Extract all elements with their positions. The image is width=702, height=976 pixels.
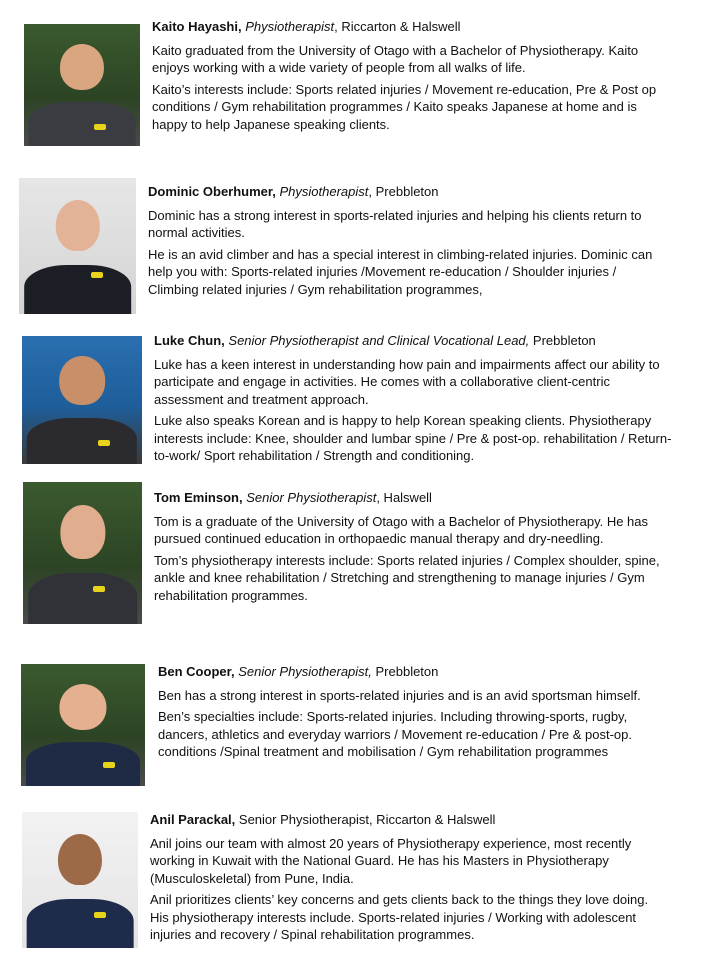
staff-interests: Tom’s physiotherapy interests include: Sports related injuries / Complex shoulder, spine, ankle and knee rehabilitation / Stretching and strengthening to manage injuries / Gym rehabilitation programmes.: [154, 552, 660, 603]
photo-head: [55, 200, 99, 252]
staff-role: Senior Physiotherapist: [246, 490, 377, 505]
staff-photo-anil: [22, 812, 138, 948]
staff-role: Senior Physiotherapist,: [238, 664, 372, 679]
photo-shirt: [27, 418, 137, 464]
staff-bio: Ben has a strong interest in sports-related injuries and is an avid sportsman himself.: [158, 687, 641, 703]
staff-heading: [154, 489, 674, 507]
staff-photo-tom: [23, 482, 142, 624]
staff-heading: [152, 18, 662, 36]
staff-location: Riccarton & Halswell: [337, 19, 461, 34]
staff-bio: Dominic has a strong interest in sports-related injuries and helping his clients return to normal activities.: [148, 207, 642, 240]
photo-head: [58, 834, 102, 886]
photo-shirt: [26, 742, 140, 786]
staff-bio: Tom is a graduate of the University of Otago with a Bachelor of Physiotherapy. He has pursued continued education in orthopaedic manual therapy and dry-needling.: [154, 513, 649, 546]
staff-text-luke: [154, 332, 674, 469]
staff-role: Physiotherapist: [245, 19, 335, 34]
staff-text-kaito: [152, 18, 662, 137]
staff-bio: Kaito graduated from the University of Otago with a Bachelor of Physiotherapy. Kaito enjoys working with a wide variety of people from all walks of life.: [152, 42, 639, 75]
shirt-logo-icon: [94, 912, 106, 918]
staff-heading: [148, 183, 668, 201]
staff-bio: Anil joins our team with almost 20 years of Physiotherapy experience, most recently working in Kuwait with the National Guard. He has his Masters in Physiotherapy (Musculoskeletal) from Pune, India.: [150, 835, 632, 886]
photo-head: [59, 684, 106, 730]
photo-shirt: [29, 102, 136, 146]
staff-role: Senior Physiotherapist and Clinical Vocational Lead,: [228, 333, 530, 348]
staff-name: Tom Eminson,: [154, 490, 243, 505]
staff-photo-ben: [21, 664, 145, 786]
photo-head: [59, 356, 105, 405]
staff-location: Prebbleton: [372, 184, 439, 199]
staff-heading: [158, 663, 673, 681]
staff-name: Anil Parackal,: [150, 812, 236, 827]
staff-role: Physiotherapist: [279, 184, 369, 199]
staff-text-tom: [154, 489, 674, 608]
staff-bio: Luke has a keen interest in understanding how pain and impairments affect our ability to participate and engage in activities. He comes with a collaborative client-centric assessment and treatment approach.: [154, 356, 660, 407]
staff-interests: Luke also speaks Korean and is happy to help Korean speaking clients. Physiotherapy interests include: Knee, shoulder and lumbar spine / Pre & post-op. rehabilitation / Return-to-work/ Sport rehabilitation / Strength and conditioning.: [154, 413, 672, 463]
shirt-logo-icon: [91, 272, 103, 278]
staff-sep: ,: [376, 490, 380, 505]
staff-interests: He is an avid climber and has a special interest in climbing-related injuries. Dominic can help you with: Sports-related injuries /Movement re-education / Shoulder injuries / Climbing related injuries / Gym rehabilitation programmes,: [148, 246, 653, 297]
staff-text-ben: [158, 663, 673, 765]
photo-head: [60, 44, 104, 90]
staff-location: Prebbleton: [529, 333, 596, 348]
shirt-logo-icon: [93, 586, 105, 592]
photo-shirt: [24, 265, 132, 314]
staff-name: Ben Cooper,: [158, 664, 235, 679]
staff-text-dominic: [148, 183, 668, 302]
shirt-logo-icon: [94, 124, 106, 130]
photo-head: [60, 505, 105, 559]
photo-shirt: [28, 573, 137, 624]
shirt-logo-icon: [98, 440, 110, 446]
staff-interests: Ben’s specialties include: Sports-related injuries. Including throwing-sports, rugby, dancers, athletics and everyday warriors / Movement re-education / Pre & post-op. conditions /Spinal treatment and mobilisation / Gym rehabilitation programmes: [158, 709, 632, 759]
staff-location: Senior Physiotherapist, Riccarton & Halswell: [235, 812, 496, 827]
staff-location: Prebbleton: [371, 664, 439, 679]
staff-sep: ,: [334, 19, 338, 34]
staff-name: Kaito Hayashi,: [152, 19, 242, 34]
staff-text-anil: [150, 811, 670, 948]
shirt-logo-icon: [103, 762, 115, 768]
photo-shirt: [27, 899, 134, 948]
staff-photo-kaito: [24, 24, 140, 146]
staff-heading: [150, 811, 670, 829]
staff-location: Halswell: [379, 490, 432, 505]
staff-sep: ,: [368, 184, 373, 199]
staff-interests: Kaito’s interests include: Sports related injuries / Movement re-education, Pre & Post op conditions / Gym rehabilitation programmes / Kaito speaks Japanese at home and is happy to help Japanese speaking clients.: [152, 81, 657, 132]
staff-heading: [154, 332, 674, 350]
staff-photo-dominic: [19, 178, 136, 314]
staff-interests: Anil prioritizes clients’ key concerns and gets clients back to the things they love doing. His physiotherapy interests include. Sports-related injuries / Working with adolescent injuries and recovery / Spinal rehabilitation programmes.: [150, 892, 649, 942]
staff-name: Luke Chun,: [154, 333, 225, 348]
staff-name: Dominic Oberhumer,: [148, 184, 276, 199]
staff-photo-luke: [22, 336, 142, 464]
